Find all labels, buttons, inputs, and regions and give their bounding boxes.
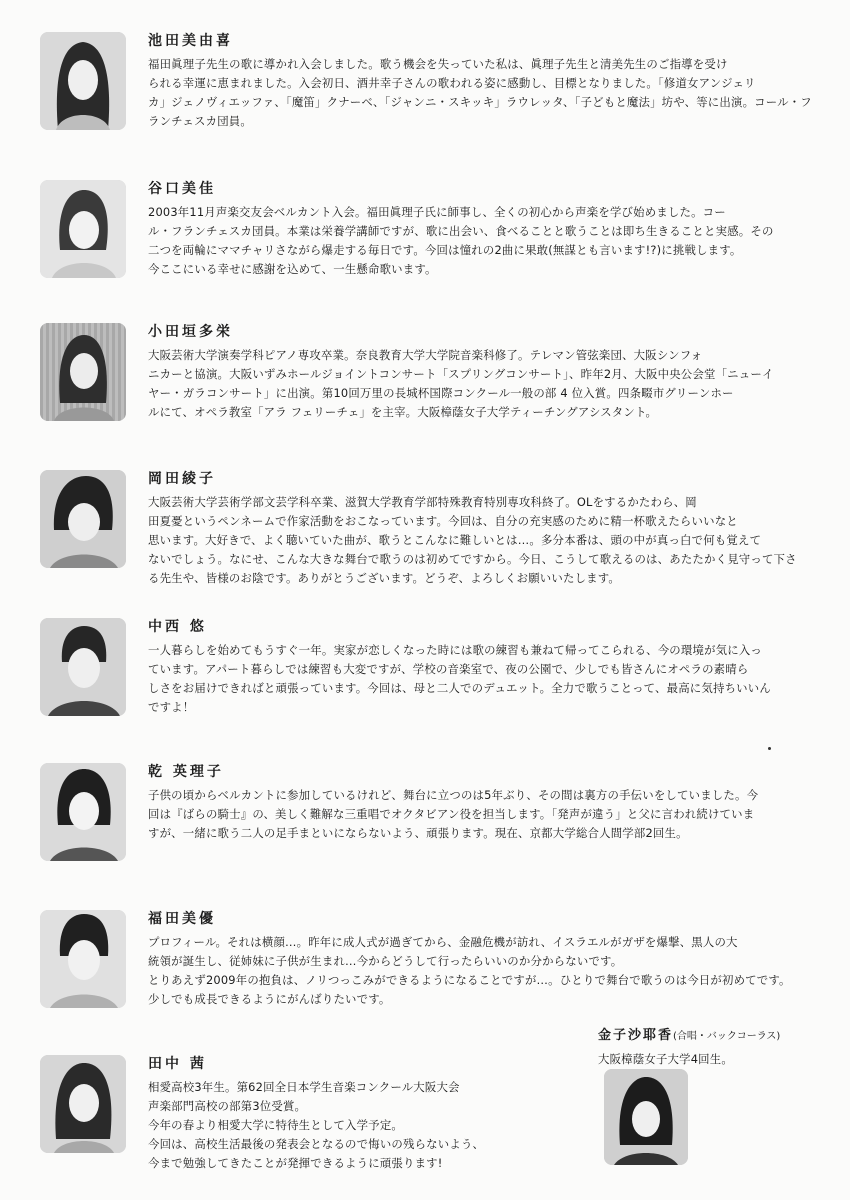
member-bio: 福田眞理子先生の歌に導かれ入会しました。歌う機会を失っていた私は、眞理子先生と清美先生のご指導を受け られる幸運に恵まれました。入会初日、酒井幸子さんの歌われる姿に感動し、目標となりました。「修道女アンジェリ カ」ジェノヴィエッファ、「魔笛」クナーベ、「ジャンニ・スキッキ」ラウレッタ、「子どもと魔法」坊や、等に出演。コール・フ ランチェスカ団員。 [148, 57, 812, 128]
speck [768, 747, 771, 750]
profile-entry-side [598, 1027, 838, 1069]
member-name: 乾 英理子 [148, 764, 224, 780]
member-bio: 大阪芸術大学芸術学部文芸学科卒業、滋賀大学教育学部特殊教育特別専攻科終了。OLをするかたわら、岡 田夏憂というペンネームで作家活動をおこなっています。今回は、自分の充実感のために精一杯歌えたらいいなと 思います。大好きで、よく聴いていた曲が、歌うとこんなに難しいとは…。多分本番は、頭の中が真っ白で何も覚えて ないでしょう。なにせ、こんな大きな舞台で歌うのは初めてですから。今日、こうして歌えるのは、あたたかく見守って下さ る先生や、皆様のお陰です。ありがとうございます。どうぞ、よろしくお願いいたします。 [148, 495, 797, 585]
member-bio: 一人暮らしを始めてもうすぐ一年。実家が恋しくなった時には歌の練習も兼ねて帰ってこられる、今の環境が気に入っ ています。アパート暮らしでは練習も大変ですが、学校の音楽室で、夜の公園で、少しでも皆さんにオペラの素晴ら しさをお届けできればと頑張っています。今回は、母と二人でのデュエット。全力で歌うことって、最高に気持ちいいん ですよ！ [148, 643, 771, 714]
member-bio: 2003年11月声楽交友会ベルカント入会。福田眞理子氏に師事し、全くの初心から声楽を学び始めました。コー ル・フランチェスカ団員。本業は栄養学講師ですが、歌に出会い、食べることと歌うことは即ち生きることと実感。その 二つを両輪にママチャリさながら爆走する毎日です。今回は憧れの2曲に果敢(無謀とも言います!?)に挑戦します。 今ここにいる幸せに感謝を込めて、一生懸命歌います。 [148, 205, 774, 276]
member-name: 小田垣多栄 [148, 324, 233, 340]
member-name: 池田美由喜 [148, 33, 233, 49]
portrait-photo [40, 323, 126, 421]
portrait-photo [40, 32, 126, 130]
member-name: 金子沙耶香 [598, 1028, 674, 1043]
portrait-photo [40, 1055, 126, 1153]
portrait-photo [40, 763, 126, 861]
member-name: 福田美優 [148, 911, 216, 927]
member-bio: 相愛高校3年生。第62回全日本学生音楽コンクール大阪大会 声楽部門高校の部第3位受賞。 今年の春より相愛大学に特待生として入学予定。 今回は、高校生活最後の発表会となるので悔いの残らないよう、 今まで勉強してきたことが発揮できるように頑張ります! [148, 1080, 485, 1170]
member-name: 谷口美佳 [148, 181, 216, 197]
member-name: 岡田綾子 [148, 471, 216, 487]
member-name: 中西 悠 [148, 619, 207, 635]
portrait-photo [40, 180, 126, 278]
portrait-photo [604, 1069, 688, 1165]
member-name: 田中 茜 [148, 1056, 207, 1072]
portrait-photo [40, 618, 126, 716]
member-role: (合唱・バックコーラス) [673, 1031, 781, 1042]
member-bio: 子供の頃からベルカントに参加しているけれど、舞台に立つのは5年ぶり、その間は裏方の手伝いをしていました。今 回は『ばらの騎士』の、美しく難解な三重唱でオクタビアン役を担当します。「発声が違う」と父に言われ続けていま すが、一緒に歌う二人の足手まといにならないよう、頑張ります。現在、京都大学総合人間学部2回生。 [148, 788, 759, 840]
portrait-photo [40, 470, 126, 568]
member-bio: 大阪芸術大学演奏学科ピアノ専攻卒業。奈良教育大学大学院音楽科修了。テレマン管弦楽団、大阪シンフォ ニカーと協演。大阪いずみホールジョイントコンサート「スプリングコンサート」、昨年2月、大阪中央公会堂「ニューイ ヤー・ガラコンサート」に出演。第10回万里の長城杯国際コンクール一般の部 4 位入賞。四条畷市グリーンホー ルにて、オペラ教室「アラ フェリーチェ」を主宰。大阪樟蔭女子大学ティーチングアシスタント。 [148, 348, 774, 419]
member-bio: プロフィール。それは横顔…。昨年に成人式が過ぎてから、金融危機が訪れ、イスラエルがガザを爆撃、黒人の大 統領が誕生し、従姉妹に子供が生まれ…今からどうして行ったらいいのか分からないです。 とりあえず2009年の抱負は、ノリつっこみができるようになることですが…。ひとりで舞台で歌うのは今日が初めてです。 少しでも成長できるようにがんばりたいです。 [148, 935, 791, 1006]
member-bio: 大阪樟蔭女子大学4回生。 [598, 1052, 733, 1066]
portrait-photo [40, 910, 126, 1008]
